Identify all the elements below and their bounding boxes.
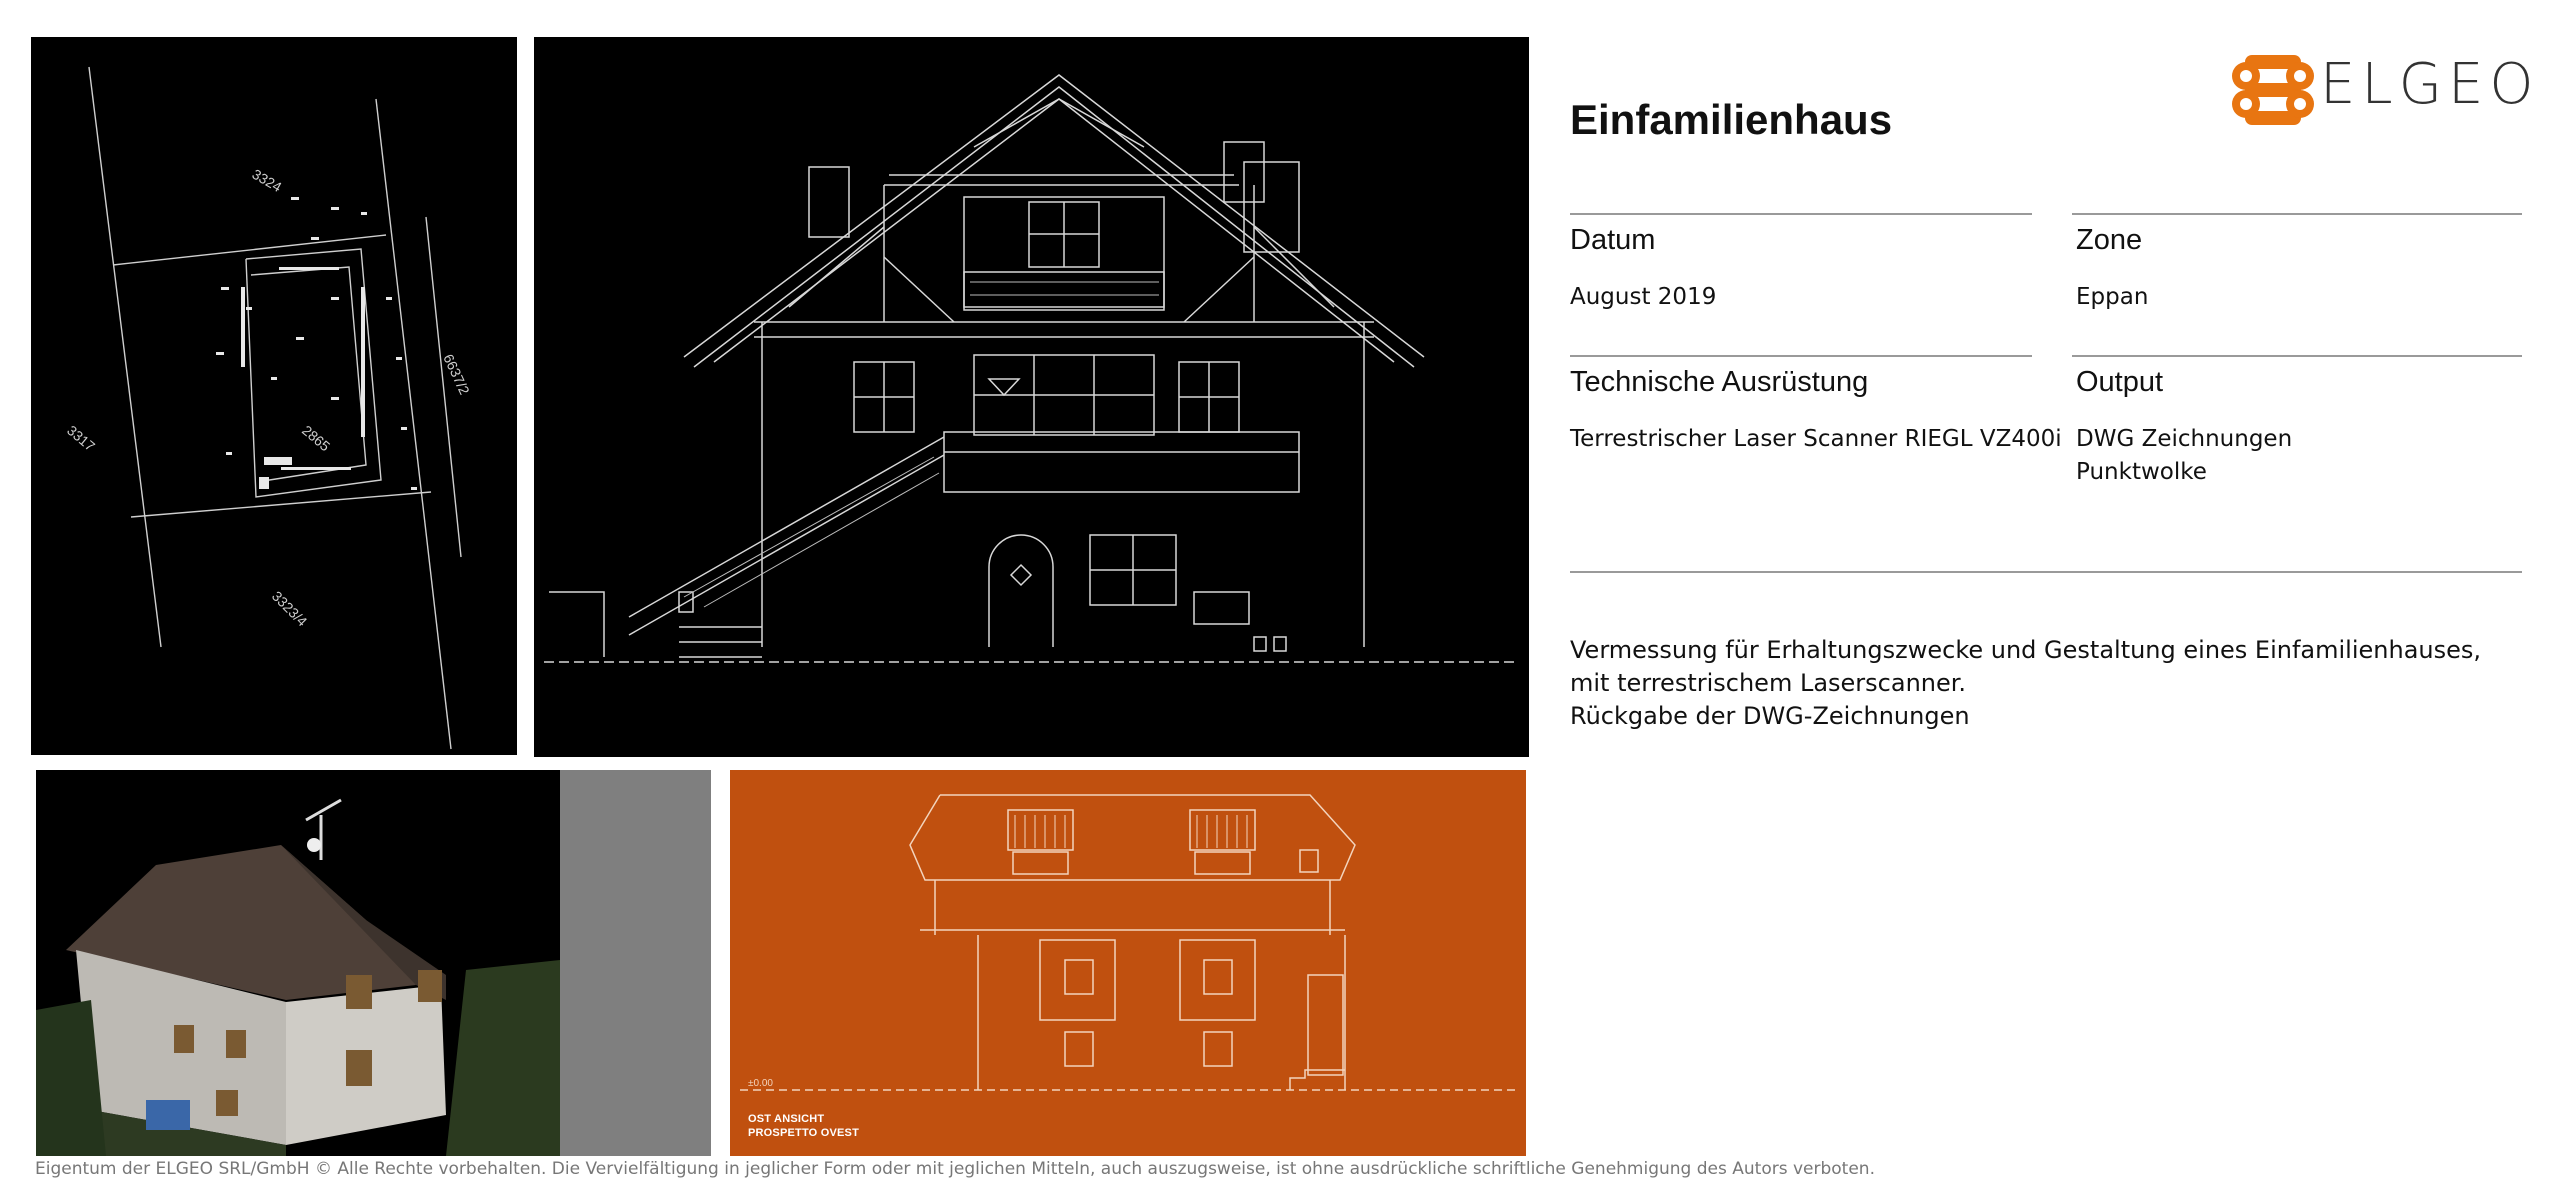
description-line-3: Rückgabe der DWG-Zeichnungen xyxy=(1570,702,1970,730)
elgeo-logo xyxy=(2232,48,2540,132)
project-description xyxy=(1570,634,2520,733)
site-plan-svg xyxy=(31,37,517,755)
grey-filler xyxy=(560,770,711,1156)
logo-text: ELGEO xyxy=(2320,52,2540,117)
elevation-svg xyxy=(534,37,1529,757)
field-label-datum: Datum xyxy=(1570,224,1656,256)
field-label-output: Output xyxy=(2076,366,2164,398)
parcel-label-2865: 2865 xyxy=(299,422,334,455)
field-label-equipment: Technische Ausrüstung xyxy=(1570,366,1869,398)
parcel-label-3324: 3324 xyxy=(249,165,285,196)
field-value-datum: August 2019 xyxy=(1570,284,1717,310)
divider-output xyxy=(2072,355,2522,357)
divider-description xyxy=(1570,571,2522,573)
parcel-label-3317: 3317 xyxy=(64,422,99,455)
description-line-1: Vermessung für Erhaltungszwecke und Gestaltung eines Einfamilienhauses, xyxy=(1570,636,2482,664)
divider-zone xyxy=(2072,213,2522,215)
field-label-zone: Zone xyxy=(2076,224,2143,256)
logo-mark-icon xyxy=(2232,48,2314,132)
divider-datum xyxy=(1570,213,2032,215)
site-plan-drawing xyxy=(31,37,517,755)
field-value-output-2: Punktwolke xyxy=(2076,459,2207,485)
field-value-output-1: DWG Zeichnungen xyxy=(2076,426,2293,452)
house-elevation-drawing xyxy=(534,37,1529,757)
level-label: ±0.00 xyxy=(748,1078,773,1089)
view-label-ost: OST ANSICHT xyxy=(748,1113,825,1125)
field-value-equipment: Terrestrischer Laser Scanner RIEGL VZ400i xyxy=(1570,426,2062,452)
description-line-2: mit terrestrischem Laserscanner. xyxy=(1570,669,1967,697)
parcel-label-3323-4: 3323/4 xyxy=(268,587,311,630)
point-cloud-svg xyxy=(36,770,560,1156)
orange-elevation-svg xyxy=(730,770,1526,1156)
parcel-label-6637-2: 6637/2 xyxy=(440,351,473,398)
view-label-prospetto: PROSPETTO OVEST xyxy=(748,1127,859,1139)
field-value-zone: Eppan xyxy=(2076,284,2149,310)
point-cloud-image xyxy=(36,770,711,1156)
page-title: Einfamilienhaus xyxy=(1570,96,1893,143)
divider-equipment xyxy=(1570,355,2032,357)
orange-elevation-drawing xyxy=(730,770,1526,1156)
copyright-footer: Eigentum der ELGEO SRL/GmbH © Alle Rechte vorbehalten. Die Vervielfältigung in jeglicher Form oder mit jeglichen Mitteln, auch auszugsweise, ist ohne ausdrückliche schriftliche Genehmigung des Autors verboten. xyxy=(35,1159,1875,1179)
